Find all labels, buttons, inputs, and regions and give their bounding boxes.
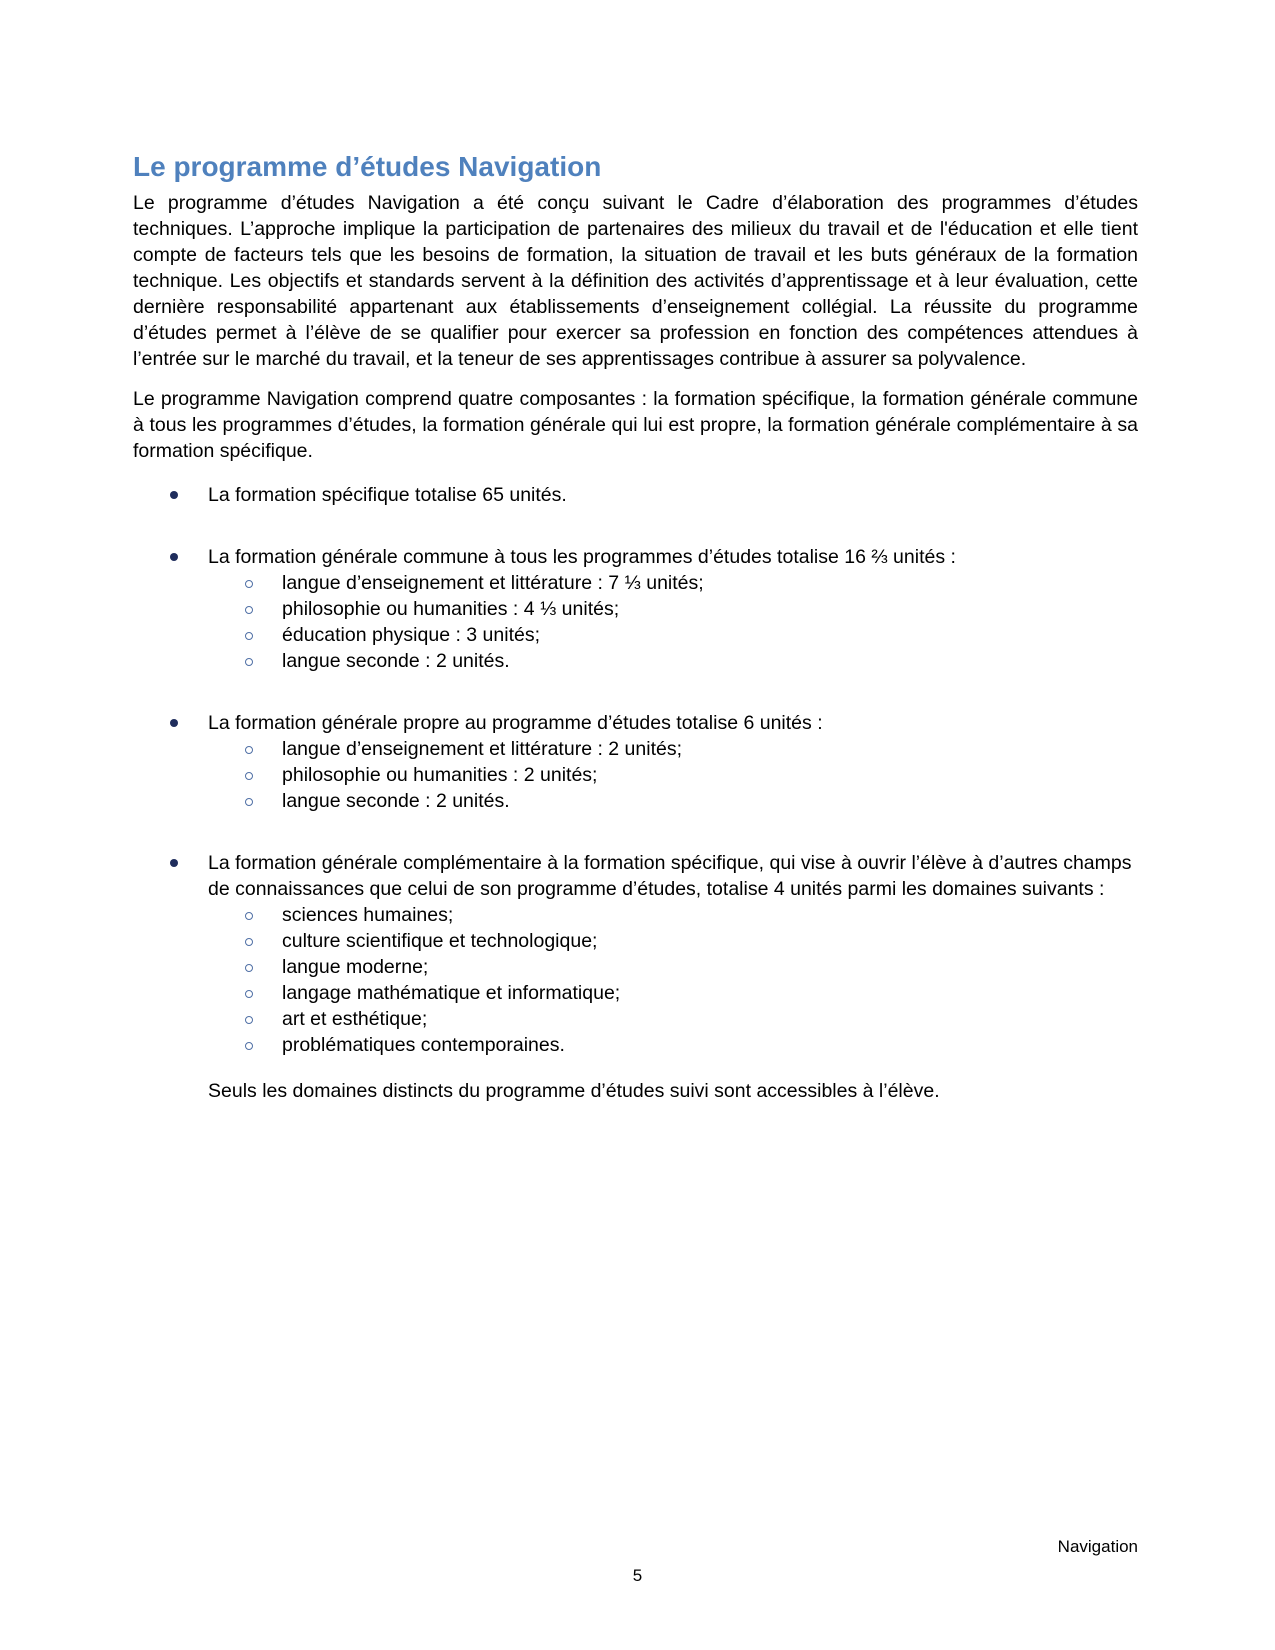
component-item (133, 482, 1138, 508)
circle-bullet-icon (245, 964, 253, 972)
sub-item (208, 648, 1138, 674)
sub-item (208, 596, 1138, 622)
page-title: Le programme d’études Navigation (133, 151, 602, 182)
component-text: La formation générale commune à tous les programmes d’études totalise 16 ⅔ unités : (208, 546, 956, 568)
sub-list (208, 570, 1138, 674)
sub-item (208, 570, 1138, 596)
sub-item-text: langue d’enseignement et littérature : 7 ⅓ unités; (282, 572, 704, 594)
circle-bullet-icon (245, 912, 253, 920)
components-list (133, 482, 1138, 1058)
circle-bullet-icon (245, 580, 253, 588)
circle-bullet-icon (245, 1042, 253, 1050)
domains-note: Seuls les domaines distincts du programme d’études suivi sont accessibles à l’élève. (208, 1080, 940, 1102)
sub-item-text: problématiques contemporaines. (282, 1034, 565, 1056)
sub-item (208, 902, 1138, 928)
sub-item-text: langue moderne; (282, 956, 429, 978)
components-paragraph: Le programme Navigation comprend quatre composantes : la formation spécifique, la formation générale commune à tous les programmes d’études, la formation générale qui lui est propre, la formation générale complémentaire à sa formation spécifique. (133, 388, 1138, 462)
intro-paragraph: Le programme d’études Navigation a été conçu suivant le Cadre d’élaboration des programmes d’études techniques. L’approche implique la participation de partenaires des milieux du travail et de l'éducation et elle tient compte de facteurs tels que les besoins de formation, la situation de travail et les buts généraux de la formation technique. Les objectifs et standards servent à la définition des activités d’apprentissage et à leur évaluation, cette dernière responsabilité appartenant aux établissements d’enseignement collégial. La réussite du programme d’études permet à l’élève de se qualifier pour exercer sa profession en fonction des compétences attendues à l’entrée sur le marché du travail, et la teneur de ses apprentissages contribue à assurer sa polyvalence. (133, 192, 1138, 370)
sub-item (208, 1032, 1138, 1058)
component-item (133, 544, 1138, 674)
sub-item (208, 762, 1138, 788)
circle-bullet-icon (245, 938, 253, 946)
bullet-icon (170, 719, 178, 727)
bullet-icon (170, 859, 178, 867)
sub-item-text: langage mathématique et informatique; (282, 982, 621, 1004)
sub-item-text: sciences humaines; (282, 904, 454, 926)
document-page (133, 150, 1138, 1104)
sub-item (208, 954, 1138, 980)
circle-bullet-icon (245, 798, 253, 806)
bullet-icon (170, 553, 178, 561)
footer-title: Navigation (1057, 1537, 1138, 1556)
sub-item (208, 1006, 1138, 1032)
circle-bullet-icon (245, 990, 253, 998)
sub-item-text: langue seconde : 2 unités. (282, 650, 510, 672)
sub-item (208, 736, 1138, 762)
sub-list (208, 736, 1138, 814)
sub-item-text: philosophie ou humanities : 4 ⅓ unités; (282, 598, 620, 620)
circle-bullet-icon (245, 1016, 253, 1024)
component-text: La formation spécifique totalise 65 unités. (208, 484, 567, 506)
page-number: 5 (632, 1566, 643, 1585)
sub-item (208, 980, 1138, 1006)
bullet-icon (170, 491, 178, 499)
sub-item-text: langue d’enseignement et littérature : 2 unités; (282, 738, 683, 760)
sub-item-text: philosophie ou humanities : 2 unités; (282, 764, 598, 786)
sub-item (208, 928, 1138, 954)
component-text: La formation générale complémentaire à la formation spécifique, qui vise à ouvrir l’élève à d’autres champs de connaissances que celui de son programme d’études, totalise 4 unités parmi les domaines suivants : (208, 852, 1132, 900)
circle-bullet-icon (245, 772, 253, 780)
circle-bullet-icon (245, 746, 253, 754)
sub-item (208, 788, 1138, 814)
circle-bullet-icon (245, 606, 253, 614)
component-item (133, 710, 1138, 814)
sub-item-text: éducation physique : 3 unités; (282, 624, 541, 646)
component-item (133, 850, 1138, 1058)
sub-item-text: langue seconde : 2 unités. (282, 790, 510, 812)
circle-bullet-icon (245, 632, 253, 640)
component-text: La formation générale propre au programme d’études totalise 6 unités : (208, 712, 823, 734)
sub-item-text: art et esthétique; (282, 1008, 428, 1030)
circle-bullet-icon (245, 658, 253, 666)
sub-item-text: culture scientifique et technologique; (282, 930, 598, 952)
sub-item (208, 622, 1138, 648)
sub-list (208, 902, 1138, 1058)
